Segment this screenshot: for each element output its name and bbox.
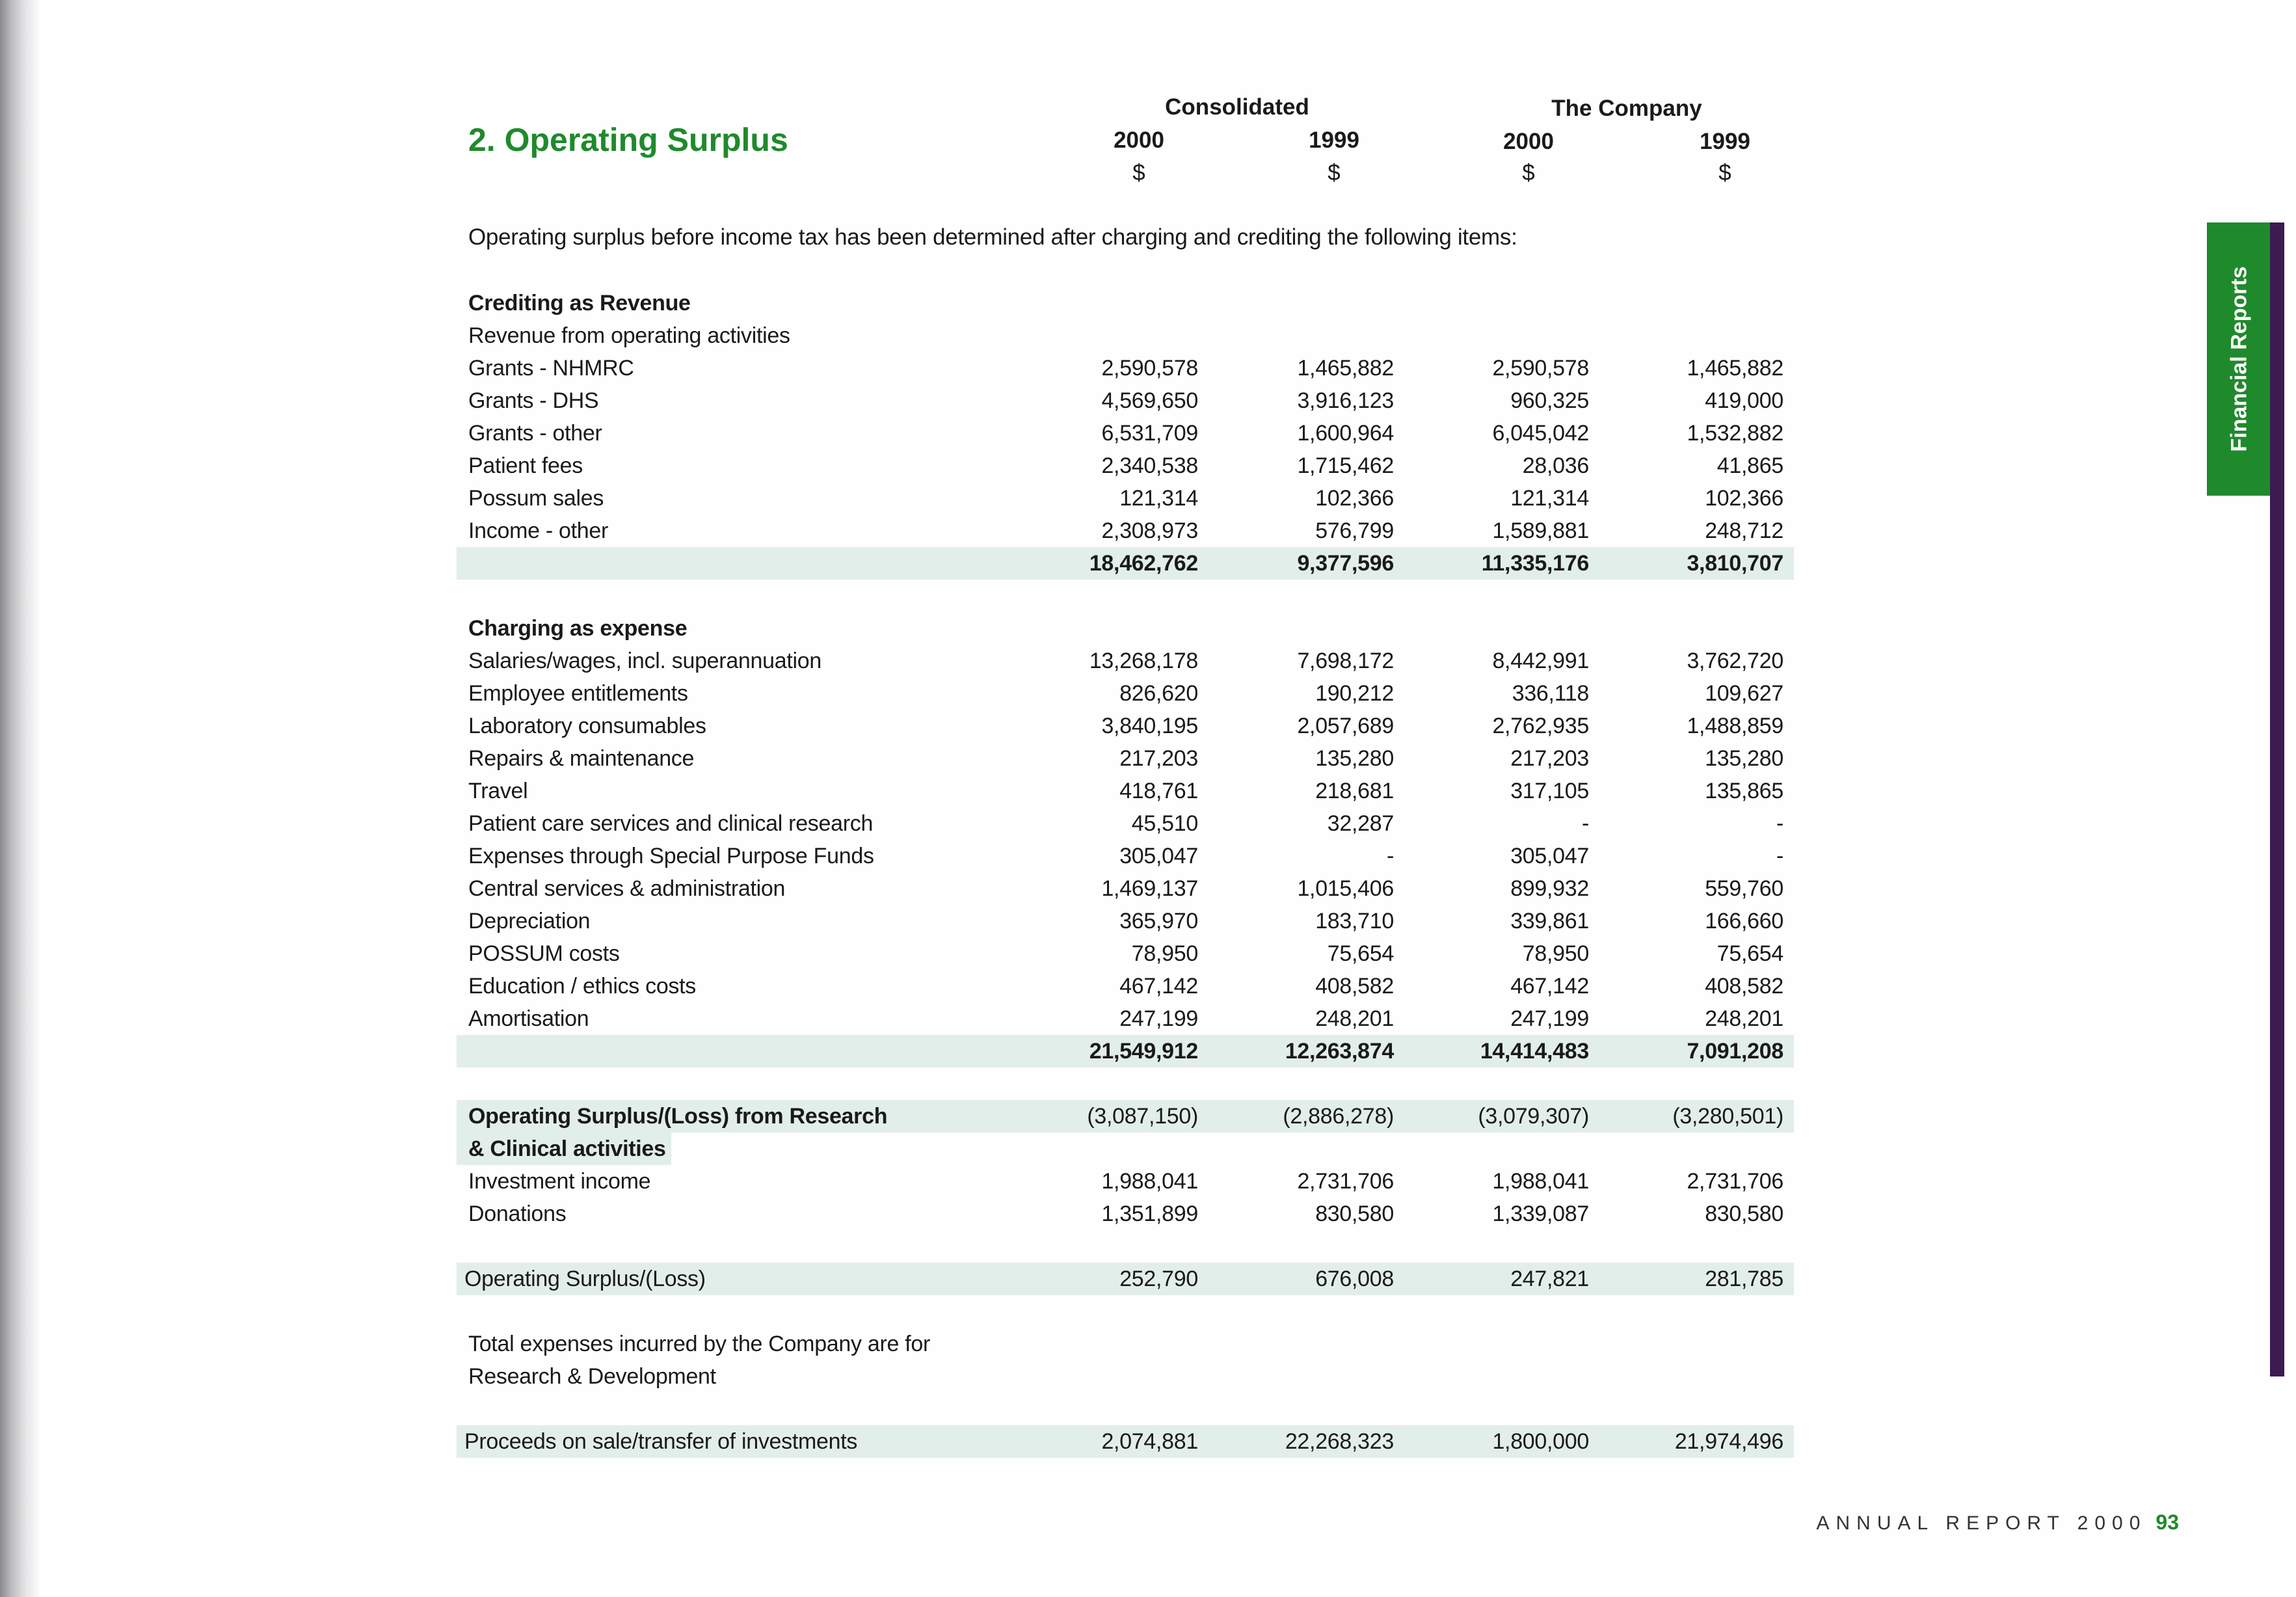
header-year: 1999 (1309, 127, 1359, 153)
value-cell: 1,532,882 (1687, 421, 1783, 446)
value-cell: 102,366 (1705, 486, 1783, 511)
row-label: Operating Surplus/(Loss) from Research (468, 1104, 888, 1129)
section-heading (457, 287, 1794, 319)
row-label: Income - other (468, 518, 609, 543)
page-number: 93 (2156, 1510, 2179, 1534)
value-cell: 1,589,881 (1492, 518, 1589, 543)
intro-text: Operating surplus before income tax has been determined after charging and crediting the following items: (468, 224, 1517, 250)
value-cell: 102,366 (1315, 486, 1394, 511)
row-spacer (457, 580, 1794, 612)
value-cell: 6,531,709 (1101, 421, 1198, 446)
value-cell: 135,280 (1315, 746, 1394, 771)
value-cell: (3,087,150) (1087, 1104, 1198, 1129)
value-cell: 9,377,596 (1297, 551, 1394, 576)
value-cell: 121,314 (1119, 486, 1198, 511)
table-row (457, 417, 1794, 450)
header-currency: $ (1718, 160, 1731, 185)
value-cell: 467,142 (1510, 974, 1589, 999)
value-cell: 109,627 (1705, 681, 1783, 706)
value-cell: 1,339,087 (1492, 1201, 1589, 1226)
value-cell: 4,569,650 (1101, 388, 1198, 413)
row-label: Amortisation (468, 1006, 589, 1031)
value-cell: 1,988,041 (1492, 1169, 1589, 1194)
value-cell: 78,950 (1522, 941, 1589, 966)
table-row (457, 482, 1794, 515)
value-cell: 419,000 (1705, 388, 1783, 413)
value-cell: 3,810,707 (1687, 551, 1783, 576)
value-cell: 247,199 (1510, 1006, 1589, 1031)
side-tab-financial-reports[interactable] (2207, 222, 2272, 496)
value-cell: (3,280,501) (1672, 1104, 1783, 1129)
side-tab-label: Financial Reports (2226, 266, 2252, 452)
value-cell: 418,761 (1119, 779, 1198, 803)
value-cell: 3,840,195 (1101, 714, 1198, 738)
value-cell: 2,762,935 (1492, 714, 1589, 738)
header-year: 1999 (1700, 129, 1750, 154)
value-cell: 1,351,899 (1101, 1201, 1198, 1226)
value-cell: 1,988,041 (1101, 1169, 1198, 1194)
value-cell: 14,414,483 (1480, 1039, 1589, 1064)
value-cell: 830,580 (1705, 1201, 1783, 1226)
header-year: 2000 (1114, 127, 1164, 153)
row-label: Investment income (468, 1169, 651, 1194)
table-row (457, 937, 1794, 970)
value-cell: 21,549,912 (1089, 1039, 1198, 1064)
table-row (457, 1425, 1794, 1458)
value-cell: 559,760 (1705, 876, 1783, 901)
table-row (457, 515, 1794, 547)
value-cell: 135,280 (1705, 746, 1783, 771)
value-cell: 11,335,176 (1481, 551, 1589, 576)
value-cell: 248,712 (1705, 518, 1783, 543)
row-spacer (457, 1230, 1794, 1263)
value-cell: 2,590,578 (1101, 356, 1198, 381)
row-label: Total expenses incurred by the Company are for (468, 1332, 931, 1356)
row-label: Operating Surplus/(Loss) (464, 1267, 706, 1291)
value-cell: (3,079,307) (1478, 1104, 1589, 1129)
row-label: Charging as expense (468, 616, 687, 641)
value-cell: 22,268,323 (1285, 1429, 1394, 1454)
row-label: Employee entitlements (468, 681, 688, 706)
row-label: POSSUM costs (468, 941, 620, 966)
row-label: & Clinical activities (457, 1133, 671, 1165)
value-cell: 1,800,000 (1492, 1429, 1589, 1454)
value-cell: 28,036 (1522, 453, 1589, 478)
value-cell: 7,698,172 (1297, 649, 1394, 673)
value-cell: 2,590,578 (1492, 356, 1589, 381)
total-row (457, 547, 1794, 580)
value-cell: 3,762,720 (1687, 649, 1783, 673)
value-cell: 121,314 (1510, 486, 1589, 511)
value-cell: 408,582 (1315, 974, 1394, 999)
value-cell: 339,861 (1510, 909, 1589, 933)
row-label: Donations (468, 1201, 567, 1226)
value-cell: 1,465,882 (1297, 356, 1394, 381)
header-the-company: The Company (1551, 96, 1702, 121)
value-cell: 830,580 (1315, 1201, 1394, 1226)
value-cell: 960,325 (1510, 388, 1589, 413)
table-row (457, 1360, 1794, 1393)
table-row (457, 1165, 1794, 1198)
row-label: Expenses through Special Purpose Funds (468, 844, 874, 868)
value-cell: 190,212 (1315, 681, 1394, 706)
value-cell: 2,074,881 (1101, 1429, 1198, 1454)
table-row (457, 742, 1794, 775)
table-row (457, 352, 1794, 384)
table-row (457, 1100, 1794, 1133)
value-cell: - (1386, 844, 1394, 868)
value-cell: 365,970 (1119, 909, 1198, 933)
value-cell: 8,442,991 (1492, 649, 1589, 673)
table-row (457, 1198, 1794, 1230)
row-label: Patient care services and clinical research (468, 811, 874, 836)
section-heading (457, 612, 1794, 645)
value-cell: 12,263,874 (1285, 1039, 1394, 1064)
value-cell: 166,660 (1705, 909, 1783, 933)
value-cell: 247,199 (1119, 1006, 1198, 1031)
table-row (457, 677, 1794, 710)
page-title: 2. Operating Surplus (468, 122, 788, 158)
row-label: Proceeds on sale/transfer of investments (464, 1429, 858, 1454)
value-cell: - (1581, 811, 1589, 836)
value-cell: 408,582 (1705, 974, 1783, 999)
value-cell: 1,715,462 (1297, 453, 1394, 478)
table-row (457, 775, 1794, 807)
table-row (457, 1133, 1794, 1165)
row-label: Travel (468, 779, 528, 803)
header-currency: $ (1328, 160, 1341, 185)
value-cell: 21,974,496 (1674, 1429, 1783, 1454)
row-spacer (457, 1393, 1794, 1425)
value-cell: 576,799 (1315, 518, 1394, 543)
value-cell: 183,710 (1315, 909, 1394, 933)
page-spine-shadow (0, 0, 39, 1597)
row-label: Central services & administration (468, 876, 786, 901)
value-cell: 217,203 (1510, 746, 1589, 771)
value-cell: 826,620 (1119, 681, 1198, 706)
value-cell: 78,950 (1131, 941, 1198, 966)
value-cell: 13,268,178 (1089, 649, 1198, 673)
row-label: Grants - NHMRC (468, 356, 634, 381)
financial-table (457, 287, 1794, 1458)
value-cell: 1,465,882 (1687, 356, 1783, 381)
value-cell: 305,047 (1119, 844, 1198, 868)
row-label: Research & Development (468, 1364, 716, 1389)
row-label: Depreciation (468, 909, 591, 933)
value-cell: 45,510 (1131, 811, 1198, 836)
row-spacer (457, 1067, 1794, 1100)
value-cell: 1,600,964 (1297, 421, 1394, 446)
value-cell: 1,469,137 (1101, 876, 1198, 901)
value-cell: 252,790 (1119, 1267, 1198, 1291)
value-cell: 2,340,538 (1101, 453, 1198, 478)
row-label: Laboratory consumables (468, 714, 706, 738)
row-label: Grants - DHS (468, 388, 599, 413)
table-row (457, 872, 1794, 905)
header-currency: $ (1132, 160, 1145, 185)
footer-text: ANNUAL REPORT 2000 (1816, 1512, 2147, 1534)
value-cell: (2,886,278) (1283, 1104, 1394, 1129)
value-cell: 1,015,406 (1297, 876, 1394, 901)
header-year: 2000 (1503, 129, 1554, 154)
table-row (457, 840, 1794, 872)
row-label: Crediting as Revenue (468, 291, 691, 315)
value-cell: 467,142 (1119, 974, 1198, 999)
value-cell: 248,201 (1705, 1006, 1783, 1031)
value-cell: 317,105 (1510, 779, 1589, 803)
value-cell: 75,654 (1327, 941, 1394, 966)
value-cell: 135,865 (1705, 779, 1783, 803)
table-row (457, 645, 1794, 677)
value-cell: 676,008 (1315, 1267, 1394, 1291)
value-cell: 2,731,706 (1297, 1169, 1394, 1194)
value-cell: 32,287 (1327, 811, 1394, 836)
value-cell: 248,201 (1315, 1006, 1394, 1031)
value-cell: 41,865 (1716, 453, 1783, 478)
table-row (457, 970, 1794, 1002)
value-cell: 218,681 (1315, 779, 1394, 803)
value-cell: 899,932 (1510, 876, 1589, 901)
side-color-bar (2270, 222, 2284, 1376)
row-label: Possum sales (468, 486, 604, 511)
value-cell: 7,091,208 (1687, 1039, 1783, 1064)
page-footer (1816, 1510, 2179, 1535)
row-label: Patient fees (468, 453, 583, 478)
total-row (457, 1035, 1794, 1067)
header-consolidated: Consolidated (1165, 94, 1309, 120)
value-cell: 281,785 (1705, 1267, 1783, 1291)
table-row (457, 905, 1794, 937)
value-cell: 247,821 (1510, 1267, 1589, 1291)
table-row (457, 384, 1794, 417)
table-row (457, 1263, 1794, 1295)
row-label: Salaries/wages, incl. superannuation (468, 649, 821, 673)
value-cell: 2,308,973 (1101, 518, 1198, 543)
table-row (457, 1002, 1794, 1035)
value-cell: - (1776, 844, 1783, 868)
row-spacer (457, 1295, 1794, 1328)
table-row (457, 710, 1794, 742)
value-cell: 18,462,762 (1089, 551, 1198, 576)
value-cell: 3,916,123 (1297, 388, 1394, 413)
value-cell: 2,731,706 (1687, 1169, 1783, 1194)
value-cell: - (1776, 811, 1783, 836)
value-cell: 217,203 (1119, 746, 1198, 771)
value-cell: 1,488,859 (1687, 714, 1783, 738)
table-row (457, 1328, 1794, 1360)
row-label: Repairs & maintenance (468, 746, 695, 771)
row-label: Revenue from operating activities (468, 323, 790, 348)
row-label: Grants - other (468, 421, 602, 446)
header-currency: $ (1522, 160, 1535, 185)
row-label: Education / ethics costs (468, 974, 696, 999)
table-row (457, 807, 1794, 840)
value-cell: 75,654 (1716, 941, 1783, 966)
value-cell: 305,047 (1510, 844, 1589, 868)
value-cell: 2,057,689 (1297, 714, 1394, 738)
table-row (457, 319, 1794, 352)
value-cell: 336,118 (1512, 681, 1589, 706)
table-row (457, 450, 1794, 482)
value-cell: 6,045,042 (1492, 421, 1589, 446)
